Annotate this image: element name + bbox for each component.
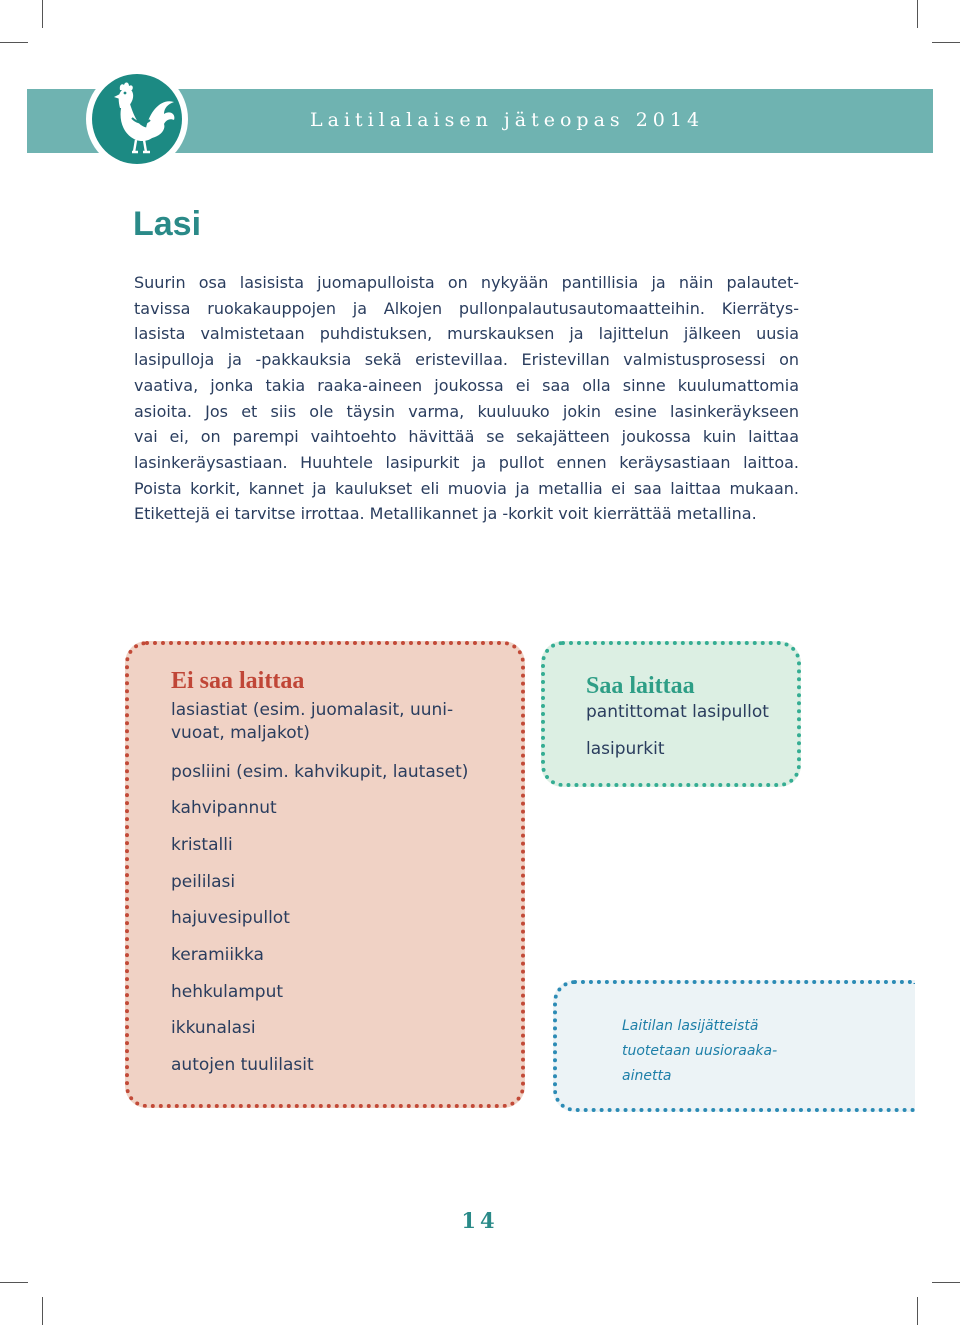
note-text	[622, 1014, 822, 1089]
page-title: Lasi	[133, 205, 202, 243]
header-title: Laitilalaisen jäteopas 2014	[310, 109, 705, 131]
list-item-line: vuoat, maljakot)	[171, 723, 310, 743]
list-item-line: lasiastiat (esim. juomalasit, uuni-	[171, 700, 454, 720]
list-item: ikkunalasi	[171, 1018, 256, 1038]
list-item: kahvipannut	[171, 798, 277, 818]
not-allowed-title: Ei saa laittaa	[171, 668, 305, 694]
list-item: keramiikka	[171, 945, 264, 965]
paragraph-line: Suurin osa lasisista juomapulloista on nykyään pantillisia ja näin palautet-	[134, 273, 799, 292]
page-number: 14	[461, 1208, 499, 1233]
list-item: autojen tuulilasit	[171, 1055, 314, 1075]
list-item: peililasi	[171, 872, 236, 892]
rooster-icon	[92, 74, 182, 164]
allowed-title: Saa laittaa	[586, 673, 695, 699]
intro-paragraph	[134, 270, 799, 527]
paragraph-line: tavissa ruokakauppojen ja Alkojen pullonpalautusautomaatteihin. Kierrätys-	[134, 298, 799, 318]
crop-mark	[42, 0, 43, 28]
crop-mark	[0, 1282, 28, 1283]
list-item: posliini (esim. kahvikupit, lautaset)	[171, 762, 469, 782]
list-item: hehkulamput	[171, 982, 284, 1002]
logo	[86, 68, 188, 170]
note-line: tuotetaan uusioraaka-	[622, 1043, 778, 1059]
paragraph-line: Etikettejä ei tarvitse irrottaa. Metallikannet ja -korkit voit kierrättää metallina.	[134, 504, 757, 524]
note-line: ainetta	[622, 1068, 672, 1084]
paragraph-line: lasinkeräysastiaan. Huuhtele lasipurkit ja pullot ennen keräysastiaan laittoa.	[134, 452, 799, 472]
crop-mark	[917, 0, 918, 28]
crop-mark	[42, 1297, 43, 1325]
paragraph-line: Poista korkit, kannet ja kaulukset eli muovia ja metallia ei saa laittaa mukaan.	[134, 478, 799, 498]
crop-mark	[932, 42, 960, 43]
paragraph-line: vai ei, on parempi vaihtoehto hävittää se sekajätteen joukossa kuin laittaa	[134, 427, 799, 447]
list-item: lasipurkit	[586, 739, 665, 759]
paragraph-line: asioita. Jos et siis ole täysin varma, kuuluuko jokin esine lasinkeräykseen	[134, 401, 799, 421]
paragraph-line: vaativa, jonka takia raaka-aineen joukossa ei saa olla sinne kuulumattomia	[134, 375, 799, 395]
list-item: pantittomat lasipullot	[586, 702, 769, 722]
paragraph-line: lasista valmistetaan puhdistuksen, murskauksen ja lajittelun jälkeen uusia	[134, 324, 799, 344]
paragraph-line: lasipulloja ja -pakkauksia sekä eristevillaa. Eristevillan valmistusprosessi on	[134, 350, 799, 370]
list-item: kristalli	[171, 835, 233, 855]
crop-mark	[932, 1282, 960, 1283]
crop-mark	[917, 1297, 918, 1325]
list-item	[171, 700, 453, 743]
list-item: hajuvesipullot	[171, 908, 290, 928]
crop-mark	[0, 42, 28, 43]
note-line: Laitilan lasijätteistä	[622, 1018, 759, 1034]
